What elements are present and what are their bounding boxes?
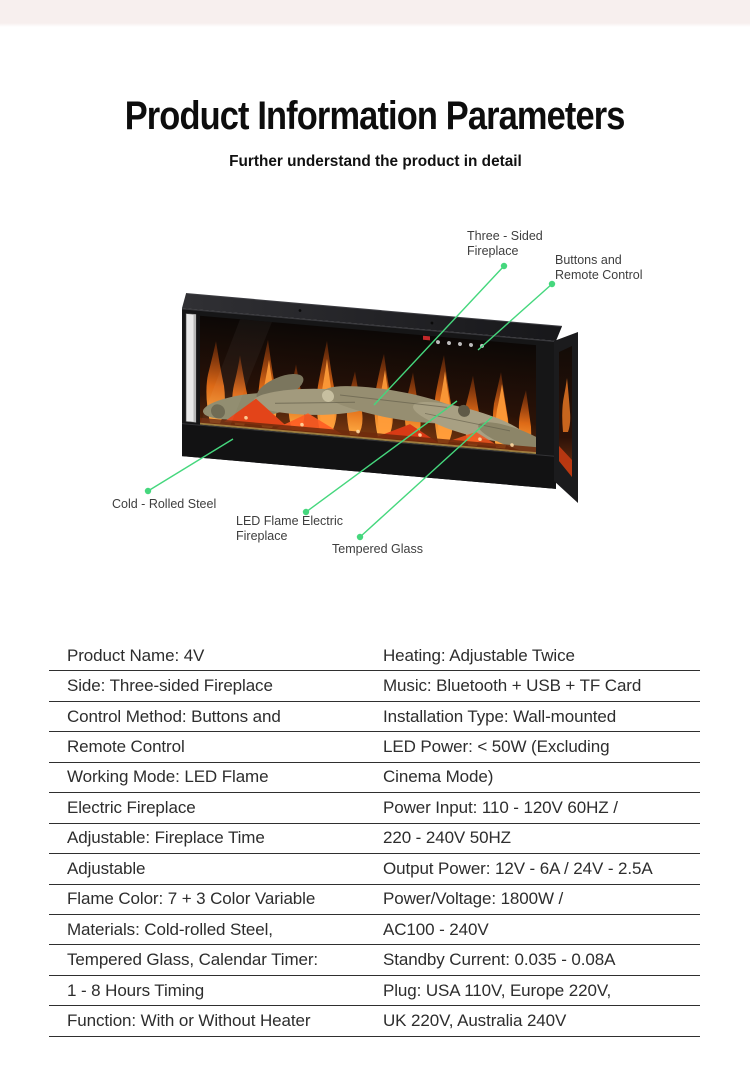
spec-left: Side: Three-sided Fireplace	[67, 676, 273, 696]
table-row	[49, 702, 700, 732]
indicator-light	[423, 336, 430, 341]
spec-right: UK 220V, Australia 240V	[383, 1010, 567, 1030]
right-side-panel	[554, 332, 578, 503]
table-row	[49, 793, 700, 823]
callout-label-three-sided-fireplace	[467, 229, 543, 258]
table-row	[49, 763, 700, 793]
spec-table	[49, 641, 700, 1037]
callout-text: Three - Sided	[467, 229, 543, 243]
callout-label-led-flame-electric-fireplace	[236, 514, 343, 543]
table-row	[49, 885, 700, 915]
callout-text: Fireplace	[236, 528, 288, 543]
page-subtitle-text: Further understand the product in detail	[228, 153, 522, 170]
spec-right: AC100 - 240V	[383, 919, 489, 939]
table-row	[49, 945, 700, 975]
spec-right: Heating: Adjustable Twice	[383, 645, 575, 665]
callout-text: Tempered Glass	[332, 542, 424, 556]
spec-left: Remote Control	[67, 737, 185, 757]
callout-label-buttons-remote-control	[555, 253, 643, 282]
callout-text: Cold - Rolled Steel	[112, 497, 217, 511]
spec-right: Standby Current: 0.035 - 0.08A	[383, 950, 616, 970]
callout-text: LED Flame Electric	[236, 514, 343, 528]
table-row	[49, 641, 700, 671]
spec-left: Electric Fireplace	[67, 797, 196, 817]
spec-left: Materials: Cold-rolled Steel,	[67, 919, 273, 939]
spec-right: Power/Voltage: 1800W /	[383, 889, 564, 909]
table-row	[49, 915, 700, 945]
spec-left: Adjustable	[67, 858, 146, 878]
spec-left: Flame Color: 7 + 3 Color Variable	[67, 889, 316, 909]
callout-dot-three-sided	[501, 263, 507, 269]
callout-label-tempered-glass	[332, 542, 423, 557]
callout-text: Buttons and	[555, 253, 622, 267]
spec-left: 1 - 8 Hours Timing	[67, 980, 205, 1000]
spec-left: Adjustable: Fireplace Time	[67, 828, 265, 848]
page-title-text: Product Information Parameters	[125, 94, 625, 138]
callout-text: Fireplace	[467, 243, 519, 258]
spec-left: Tempered Glass, Calendar Timer:	[67, 950, 319, 970]
spec-left: Product Name: 4V	[67, 645, 205, 665]
spec-right: Installation Type: Wall-mounted	[383, 706, 617, 726]
callout-dot-cold-rolled-steel	[145, 488, 151, 494]
spec-right: 220 - 240V 50HZ	[383, 828, 511, 848]
spec-right: Music: Bluetooth + USB + TF Card	[383, 676, 642, 696]
table-row	[49, 976, 700, 1006]
table-row	[49, 732, 700, 762]
callout-label-cold-rolled-steel	[112, 497, 216, 512]
spec-right: Plug: USA 110V, Europe 220V,	[383, 980, 612, 1000]
spec-left: Working Mode: LED Flame	[67, 767, 269, 787]
spec-right: LED Power: < 50W (Excluding	[383, 737, 610, 757]
spec-left: Control Method: Buttons and	[67, 706, 281, 726]
table-row	[49, 854, 700, 884]
table-row	[49, 824, 700, 854]
spec-right: Power Input: 110 - 120V 60HZ /	[383, 797, 618, 817]
table-row	[49, 1006, 700, 1036]
spec-right: Output Power: 12V - 6A / 24V - 2.5A	[383, 858, 653, 878]
table-row	[49, 671, 700, 701]
callout-text: Remote Control	[555, 267, 643, 282]
callout-dot-tempered-glass	[357, 534, 363, 540]
spec-left: Function: With or Without Heater	[67, 1010, 311, 1030]
spec-right: Cinema Mode)	[383, 767, 494, 787]
